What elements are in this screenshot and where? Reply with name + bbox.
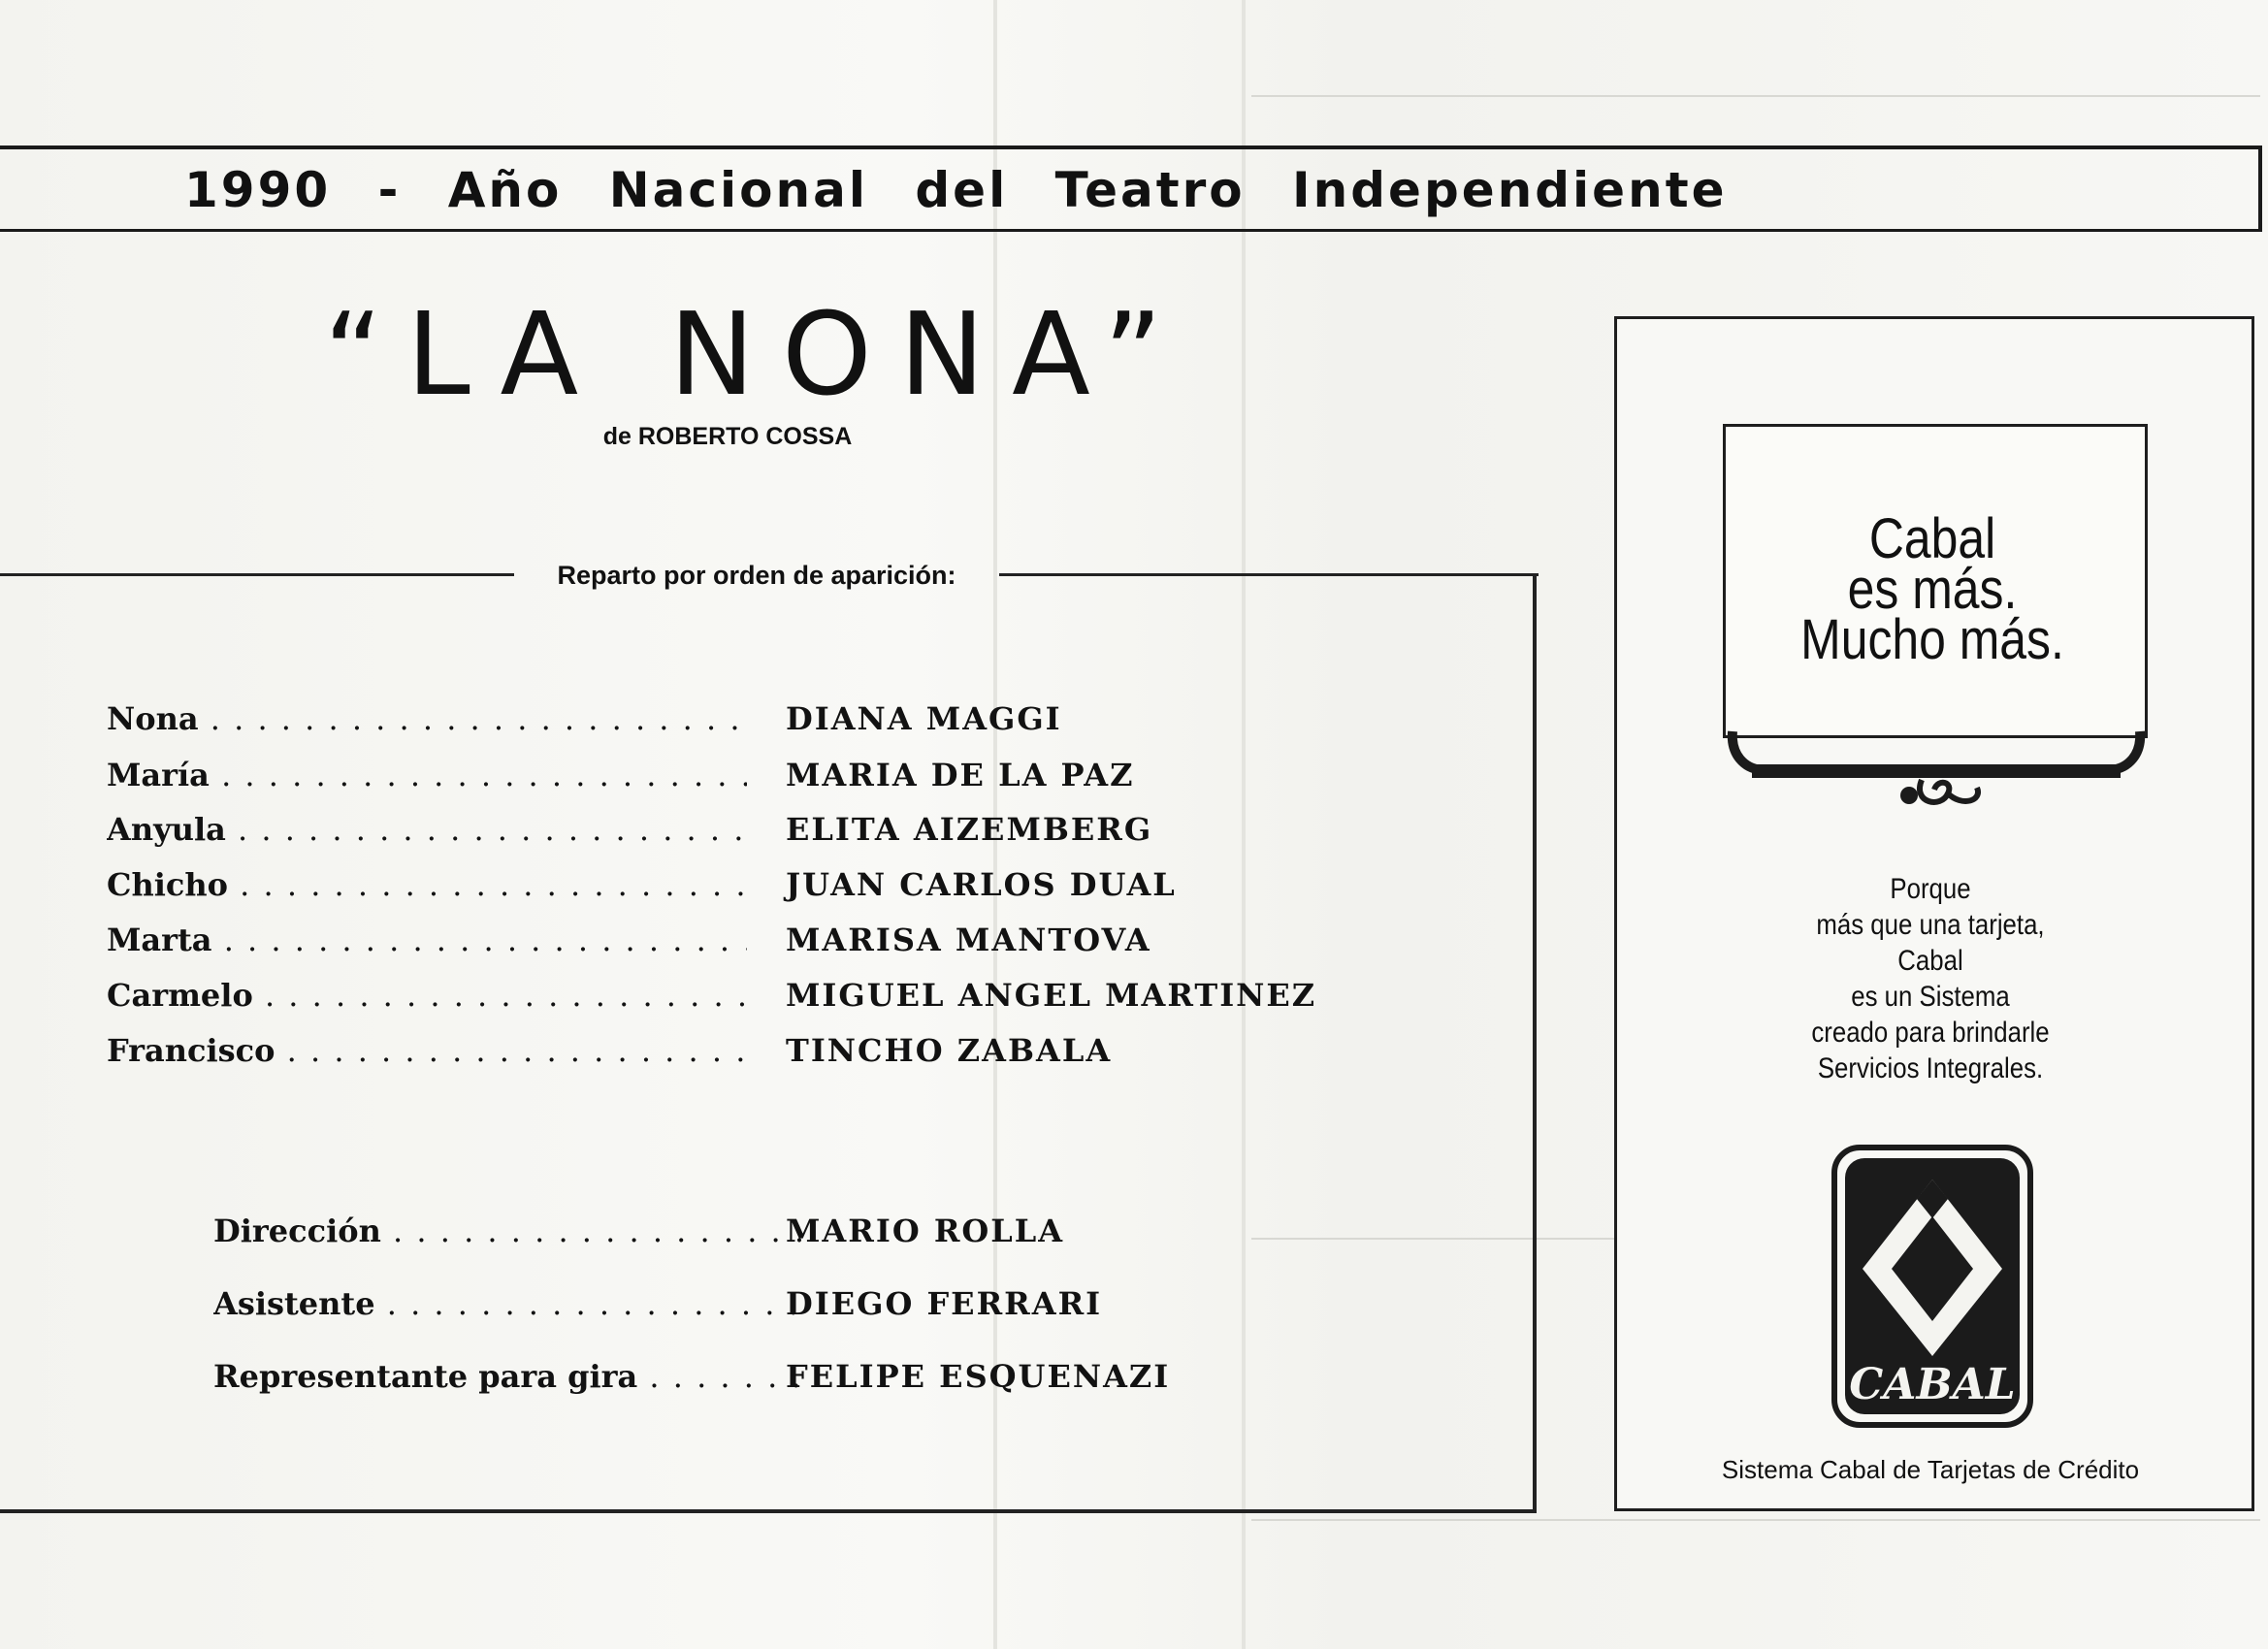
actor-name: JUAN CARLOS DUAL <box>786 866 1177 903</box>
actor-name: MIGUEL ANGEL MARTINEZ <box>786 977 1317 1014</box>
actor-name: MARIA DE LA PAZ <box>786 757 1135 793</box>
cast-heading: Reparto por orden de aparición: <box>557 561 956 590</box>
ad-body-line: más que una tarjeta, <box>1816 909 2045 941</box>
crew-person: MARIO ROLLA <box>786 1212 1065 1249</box>
ad-slogan-line: Mucho más. <box>1800 608 2064 671</box>
actor-name: DIANA MAGGI <box>786 700 1062 737</box>
crew-role: Representante para gira . . . <box>213 1358 815 1406</box>
ad-body-line: es un Sistema <box>1851 981 2010 1013</box>
ad-slogan <box>1764 507 2100 671</box>
cast-box-right-rule <box>1533 573 1537 1513</box>
ad-body-line: Cabal <box>1897 945 1963 977</box>
banner-top-rule <box>0 146 2262 149</box>
bleed-through-line <box>1251 95 2260 97</box>
cast-row <box>107 700 1368 749</box>
ad-slogan-line: es más. <box>1847 558 2018 621</box>
cast-box-bottom-rule <box>0 1509 1537 1513</box>
character-name: Marta . . . <box>107 922 747 970</box>
cabal-logo-icon <box>1831 1145 2033 1428</box>
scroll-ornament-icon <box>1723 726 2150 813</box>
character-name: Carmelo . . . <box>107 977 747 1025</box>
banner-bottom-rule <box>0 229 2262 232</box>
ad-body-line: creado para brindarle <box>1811 1017 2050 1049</box>
character-name: María . . . <box>107 757 747 805</box>
ad-body-text <box>1738 871 2122 1086</box>
ad-body-line: Porque <box>1890 873 1971 905</box>
cast-row <box>107 811 1368 859</box>
actor-name: ELITA AIZEMBERG <box>786 811 1153 848</box>
crew-role: Dirección . . . <box>213 1212 815 1261</box>
cast-row <box>107 977 1368 1025</box>
crew-role: Asistente . . . <box>213 1285 815 1334</box>
crew-person: DIEGO FERRARI <box>786 1285 1103 1322</box>
cast-row <box>107 866 1368 915</box>
character-name: Nona . . . <box>107 700 747 749</box>
cast-box-top-rule <box>999 573 1539 576</box>
ad-slogan-line: Cabal <box>1868 507 1996 570</box>
cast-box-top-rule <box>0 573 514 576</box>
ad-footer: Sistema Cabal de Tarjetas de Crédito <box>1721 1455 2140 1484</box>
character-name: Anyula . . . <box>107 811 747 859</box>
banner-right-rule <box>2258 146 2262 232</box>
character-name: Francisco . . . <box>107 1032 747 1081</box>
crew-row <box>213 1285 1474 1334</box>
crew-row <box>213 1358 1474 1406</box>
cast-row <box>107 757 1368 805</box>
ad-body-line: Servicios Integrales. <box>1817 1052 2044 1084</box>
actor-name: MARISA MANTOVA <box>786 922 1151 958</box>
cast-row <box>107 922 1368 970</box>
bleed-through-line <box>1251 1519 2260 1521</box>
banner-heading: 1990 - Año Nacional del Teatro Independiente <box>184 162 1728 218</box>
play-author: de ROBERTO COSSA <box>602 423 853 450</box>
play-title: “LA NONA” <box>323 287 1190 421</box>
crew-person: FELIPE ESQUENAZI <box>786 1358 1171 1395</box>
cabal-logo-text: CABAL <box>1849 1360 2016 1409</box>
actor-name: TINCHO ZABALA <box>786 1032 1113 1069</box>
crew-row <box>213 1212 1474 1261</box>
character-name: Chicho . . . <box>107 866 747 915</box>
cast-row <box>107 1032 1368 1081</box>
